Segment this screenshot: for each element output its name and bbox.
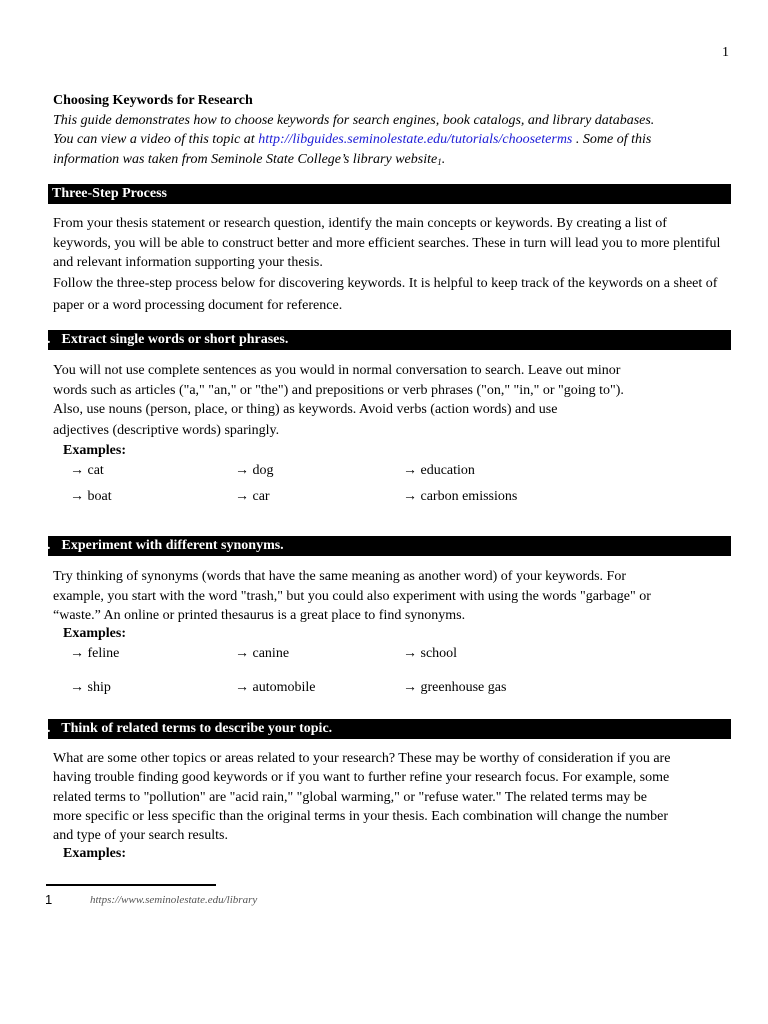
example-term: → dog <box>235 463 274 478</box>
example-term: → education <box>403 463 475 478</box>
example-term: → automobile <box>235 680 316 695</box>
section-2-body <box>53 567 723 626</box>
section-heading-1 <box>40 330 731 350</box>
intro-text <box>53 111 733 171</box>
section-1-line: Also, use nouns (person, place, or thing) as keywords. Avoid verbs (action words) and use <box>53 402 558 417</box>
section-3-line: more specific or less specific than the original terms in your thesis. Each combination will change the number <box>53 808 669 824</box>
intro-line-2-end: . Some of this <box>572 132 652 147</box>
section-title-1: Extract single words or short phrases. <box>61 332 289 347</box>
example-term: → car <box>235 489 270 504</box>
section-2-line: “waste.” An online or printed thesaurus is a great place to find synonyms. <box>53 608 466 623</box>
video-tutorial-link[interactable]: http://libguides.seminolestate.edu/tutorials/chooseterms <box>258 132 573 147</box>
intro-line-1: This guide demonstrates how to choose keywords for search engines, book catalogs, and library databases. <box>53 112 655 128</box>
section-2-line: example, you start with the word "trash," but you could also experiment with using the words "garbage" or <box>53 588 651 604</box>
section-title-3: Think of related terms to describe your topic. <box>61 721 333 736</box>
example-term: → ship <box>70 680 111 695</box>
example-term: → canine <box>235 646 290 661</box>
intro-line-3-end: . <box>441 151 446 167</box>
examples-label-2: Examples: <box>63 626 126 641</box>
footnote-divider <box>46 884 216 886</box>
examples-label-3: Examples: <box>63 846 126 861</box>
example-term: → greenhouse gas <box>403 680 507 695</box>
section-3-line: related terms to "pollution" are "acid rain," "global warming," or "refuse water." The related terms may be <box>53 789 647 805</box>
section-title-2: Experiment with different synonyms. <box>61 538 284 553</box>
section-heading-3 <box>40 719 731 739</box>
section-1-line: words such as articles ("a," "an," or "the") and prepositions or verb phrases ("on," "in," or "going to"). <box>53 382 624 398</box>
example-term: → carbon emissions <box>403 489 518 504</box>
page-number: 1 <box>722 45 729 60</box>
section-number-1: 1. <box>40 332 51 347</box>
section-heading-three-step: Three-Step Process <box>48 184 731 204</box>
section-number-2: 2. <box>40 538 51 553</box>
example-term: → cat <box>70 463 104 478</box>
examples-label-1: Examples: <box>63 443 126 458</box>
three-step-paragraph-2: Follow the three-step process below for discovering keywords. It is helpful to keep track of the keywords on a sheet of paper or a word processing document for reference. <box>53 275 718 313</box>
section-3-body <box>53 749 723 845</box>
three-step-paragraph-1: From your thesis statement or research question, identify the main concepts or keywords. By creating a list of keywords, you will be able to construct better and more efficient searches. These in turn will lead you to more plentiful and relevant information supporting your thesis. <box>53 216 721 270</box>
example-term: → school <box>403 646 458 661</box>
three-step-body <box>53 214 723 317</box>
example-term: → feline <box>70 646 120 661</box>
document-title: Choosing Keywords for Research <box>53 93 253 108</box>
section-2-line: Try thinking of synonyms (words that have the same meaning as another word) of your keywords. For <box>53 569 627 584</box>
section-1-body <box>53 361 723 442</box>
title-block <box>53 91 733 170</box>
footnote-reference[interactable]: 1 <box>437 156 442 167</box>
section-1-line: You will not use complete sentences as you would in normal conversation to search. Leave out minor <box>53 363 621 378</box>
intro-line-3: information was taken from Seminole State College’s library website <box>53 151 438 167</box>
section-1-line: adjectives (descriptive words) sparingly. <box>53 422 280 438</box>
section-3-line: and type of your search results. <box>53 828 228 844</box>
example-term: → boat <box>70 489 112 504</box>
section-heading-2 <box>40 536 731 556</box>
section-3-line: What are some other topics or areas related to your research? These may be worthy of consideration if you are <box>53 751 671 766</box>
intro-line-2-start: You can view a video of this topic at <box>53 132 259 147</box>
section-number-3: 3. <box>40 721 51 736</box>
footnote-number: 1 <box>45 892 53 907</box>
footnote-url[interactable]: https://www.seminolestate.edu/library <box>90 894 258 906</box>
section-3-line: having trouble finding good keywords or if you want to further refine your research focus. For example, some <box>53 770 670 786</box>
